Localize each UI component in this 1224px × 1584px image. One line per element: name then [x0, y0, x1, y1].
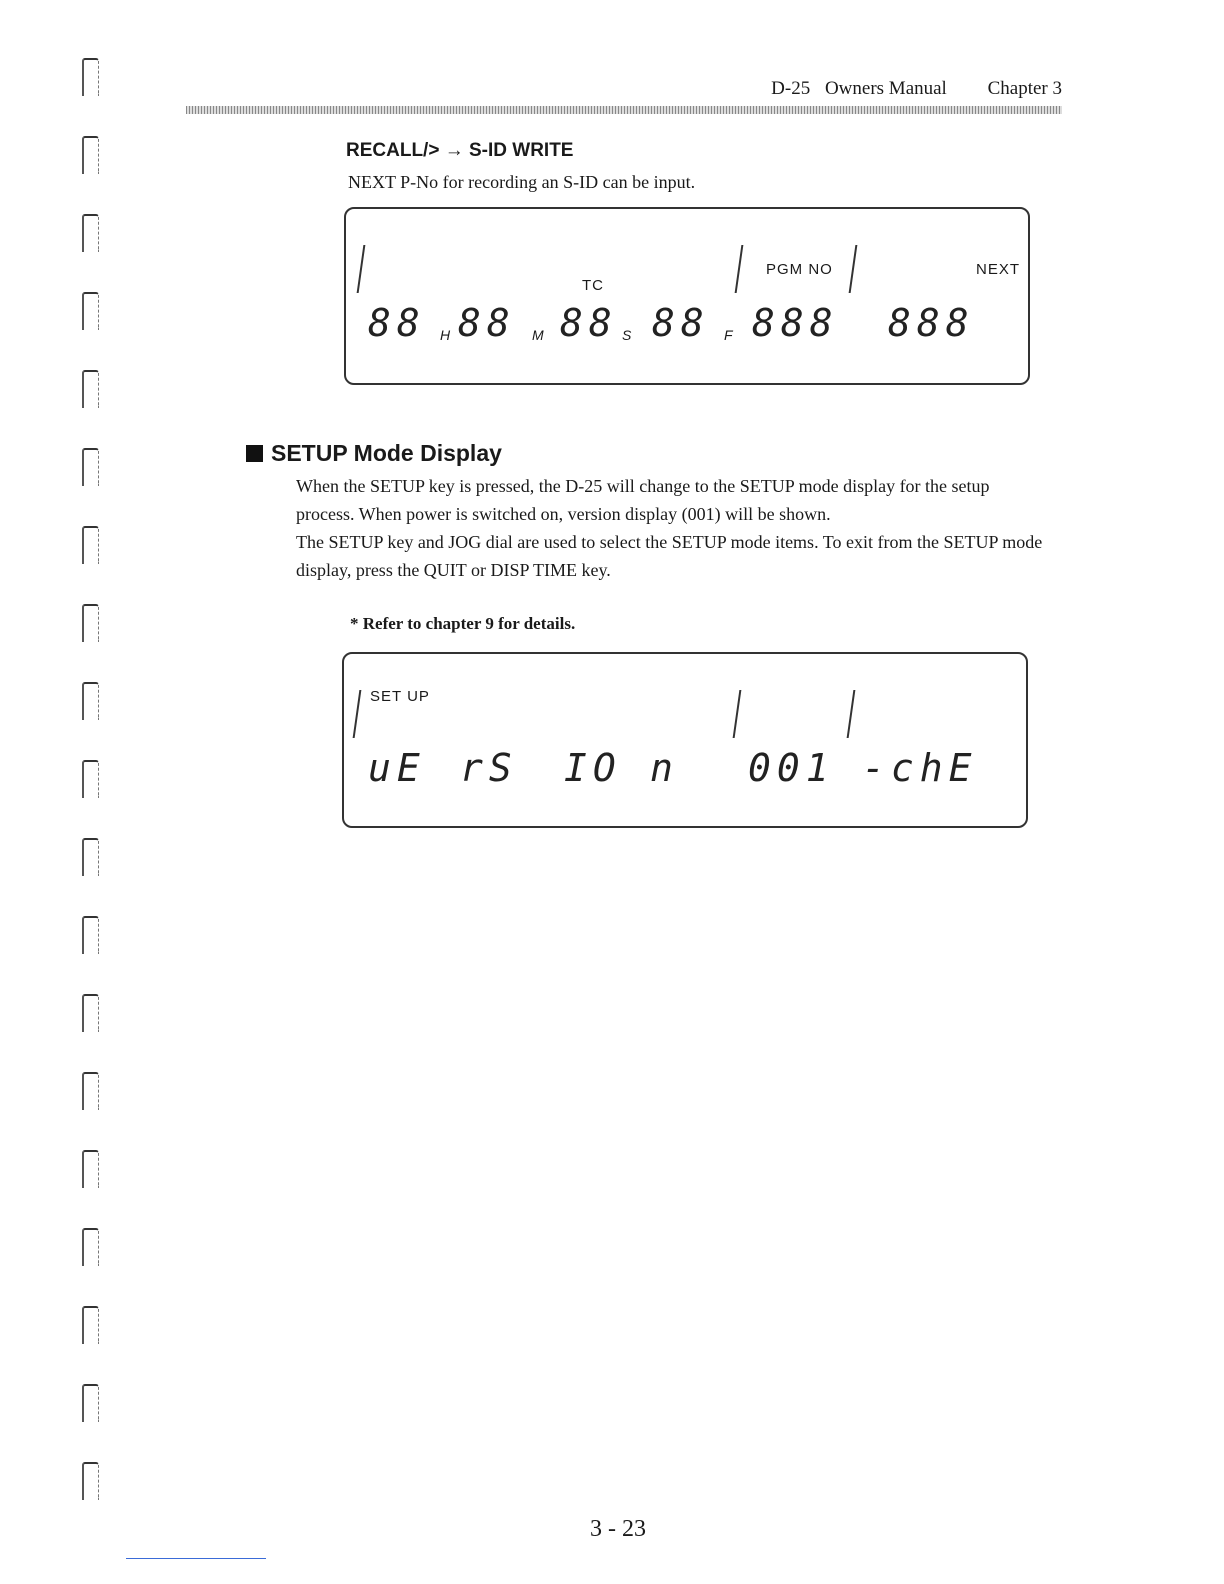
setup-para1-line2: process. When power is switched on, version display (001) will be shown.	[296, 504, 831, 524]
lcd-hours: 88	[368, 301, 426, 345]
binder-hole	[82, 214, 99, 252]
lcd-seg-io: IO	[564, 746, 622, 790]
binder-hole	[82, 994, 99, 1032]
binder-hole	[82, 292, 99, 330]
lcd-m-unit: M	[532, 327, 544, 343]
header-text	[735, 78, 1062, 100]
lcd-tc-label: TC	[582, 277, 604, 294]
lcd-seg-ve: uE	[368, 746, 426, 790]
lcd-divider	[735, 245, 744, 293]
lcd-divider	[353, 690, 362, 738]
chapter-note: * Refer to chapter 9 for details.	[350, 614, 576, 633]
lcd-s-unit: S	[622, 327, 632, 343]
lcd-divider	[849, 245, 858, 293]
binder-hole	[82, 1228, 99, 1266]
binder-hole	[82, 1462, 99, 1500]
lcd-divider	[357, 245, 366, 293]
recall-heading: RECALL/> → S-ID WRITE	[346, 140, 574, 161]
lcd-seg-rs: rS	[460, 746, 518, 790]
binder-hole	[82, 1072, 99, 1110]
binder-hole	[82, 1306, 99, 1344]
binder-hole	[82, 604, 99, 642]
page-header	[186, 78, 1062, 106]
lcd-frames: 88	[652, 301, 710, 345]
binder-hole	[82, 1384, 99, 1422]
lcd-f-unit: F	[724, 327, 733, 343]
lcd-seconds: 88	[560, 301, 618, 345]
header-manual: Owners Manual	[824, 78, 947, 99]
lcd-minutes: 88	[458, 301, 516, 345]
binder-hole	[82, 136, 99, 174]
bullet-square-icon	[246, 445, 263, 462]
binder-hole	[82, 448, 99, 486]
header-rule	[186, 106, 1062, 114]
binder-hole	[82, 760, 99, 798]
header-chapter: Chapter 3	[987, 78, 1062, 99]
binder-holes	[82, 58, 106, 1540]
header-model: D-25	[771, 78, 811, 99]
lcd-pgm-digits: 888	[752, 301, 839, 345]
lcd-seg-n: n	[650, 746, 679, 790]
lcd-h-unit: H	[440, 327, 451, 343]
lcd-seg-chk: -chE	[862, 746, 978, 790]
lcd-next-label: NEXT	[976, 261, 1021, 278]
lcd-setup-label: SET UP	[370, 688, 430, 705]
lcd-display-sid-write	[344, 207, 1030, 385]
binder-hole	[82, 370, 99, 408]
footer-rule	[126, 1558, 266, 1559]
lcd-display-setup	[342, 652, 1028, 828]
binder-hole	[82, 838, 99, 876]
binder-hole	[82, 682, 99, 720]
lcd-pgm-label: PGM NO	[766, 261, 833, 278]
lcd-seg-version: 001	[748, 746, 835, 790]
lcd-next-digits: 888	[888, 301, 975, 345]
binder-hole	[82, 916, 99, 954]
lcd-divider	[733, 690, 742, 738]
binder-hole	[82, 1150, 99, 1188]
setup-heading-text: SETUP Mode Display	[271, 440, 502, 466]
binder-hole	[82, 526, 99, 564]
setup-para2-line2: display, press the QUIT or DISP TIME key.	[296, 560, 611, 580]
setup-para2-line1: The SETUP key and JOG dial are used to select the SETUP mode items. To exit from the SETUP mode	[296, 532, 1043, 552]
binder-hole	[82, 58, 99, 96]
recall-description: NEXT P-No for recording an S-ID can be input.	[348, 172, 696, 192]
setup-para1-line1: When the SETUP key is pressed, the D-25 will change to the SETUP mode display for the setup	[296, 476, 990, 496]
setup-heading	[246, 440, 502, 467]
page-number: 3 - 23	[590, 1516, 646, 1542]
lcd-divider	[847, 690, 856, 738]
